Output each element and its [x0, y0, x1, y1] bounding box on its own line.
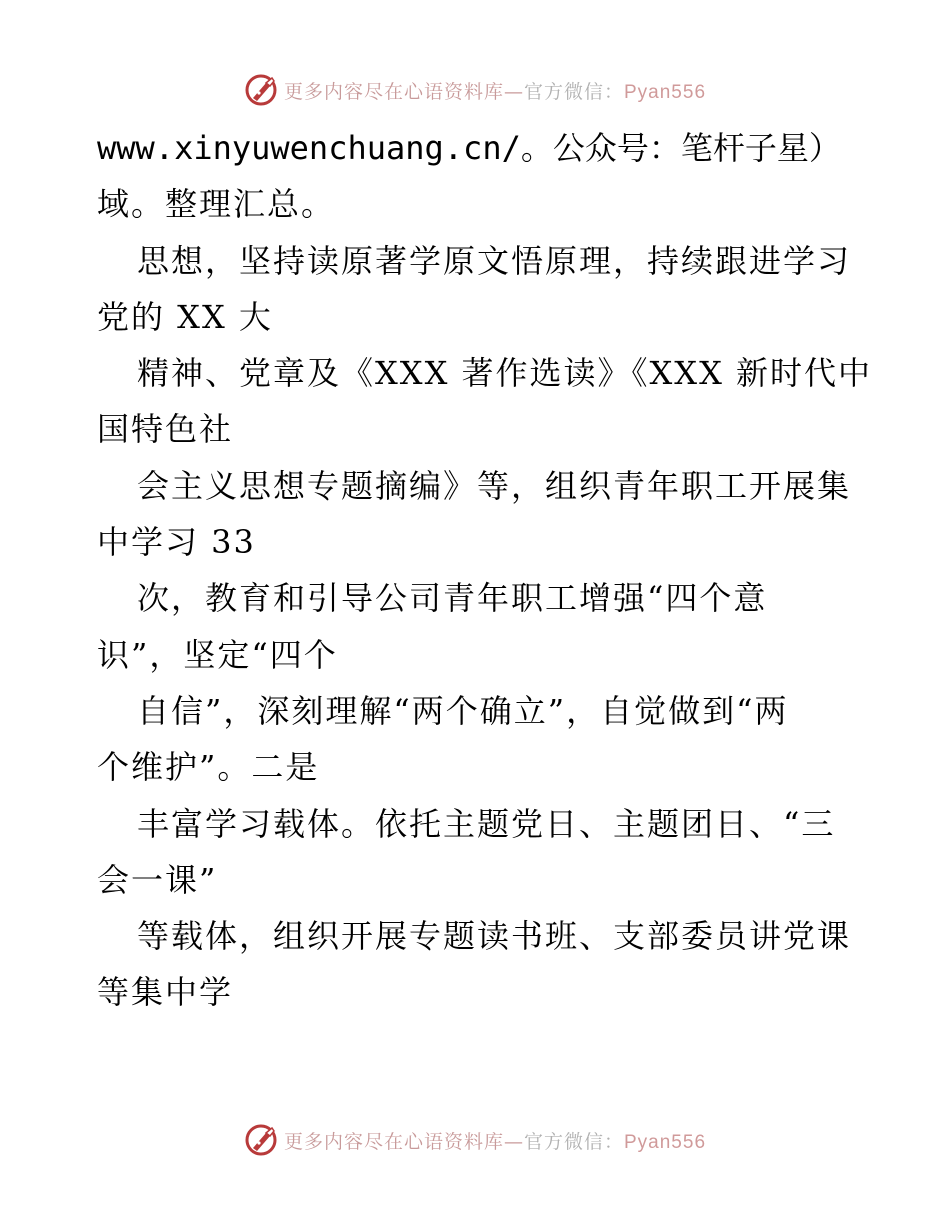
banner-wechat-id: Pyan556: [624, 1131, 707, 1153]
footer-banner-text: [284, 1127, 706, 1154]
text-line: 会主义思想专题摘编》等，组织青年职工开展集: [137, 466, 852, 505]
banner-wechat-id: Pyan556: [624, 81, 707, 103]
text-line: 等载体，组织开展专题读书班、支部委员讲党课: [137, 917, 852, 956]
text-line: 个维护”。二是: [97, 748, 320, 787]
document-body: [97, 120, 887, 1021]
footer-banner: [0, 1120, 950, 1160]
banner-official-label: 官方微信：: [523, 80, 624, 103]
banner-official-label: 官方微信：: [523, 1130, 624, 1153]
banner-dash: —: [503, 80, 524, 103]
footer-banner-inner: [244, 1123, 706, 1157]
text-line: 等集中学: [97, 973, 234, 1012]
banner-title: 更多内容尽在心语资料库: [283, 1130, 504, 1153]
text-line: 思想，坚持读原著学原文悟原理，持续跟进学习: [137, 241, 852, 280]
text-line: 中学习 33: [97, 523, 256, 562]
header-banner-text: [284, 77, 706, 104]
text-line: 丰富学习载体。依托主题党日、主题团日、“三: [137, 804, 836, 843]
text-line: 自信”，深刻理解“两个确立”，自觉做到“两: [137, 691, 789, 730]
text-line: www.xinyuwenchuang.cn/。公众号：笔杆子星）: [97, 129, 841, 167]
header-banner: [0, 70, 950, 110]
text-line: 域。整理汇总。: [97, 185, 336, 224]
text-line: 国特色社: [97, 410, 234, 449]
header-banner-inner: [244, 73, 706, 107]
text-line: 识”，坚定“四个: [97, 635, 338, 674]
text-line: 党的 XX 大: [97, 297, 273, 336]
text-line: 会一课”: [97, 860, 218, 899]
text-line: 精神、党章及《XXX 著作选读》《XXX 新时代中: [137, 354, 873, 393]
banner-dash: —: [503, 1130, 524, 1153]
pen-nib-logo-icon: [244, 1123, 278, 1157]
text-line: 次，教育和引导公司青年职工增强“四个意: [137, 579, 768, 618]
banner-title: 更多内容尽在心语资料库: [283, 80, 504, 103]
pen-nib-logo-icon: [244, 73, 278, 107]
